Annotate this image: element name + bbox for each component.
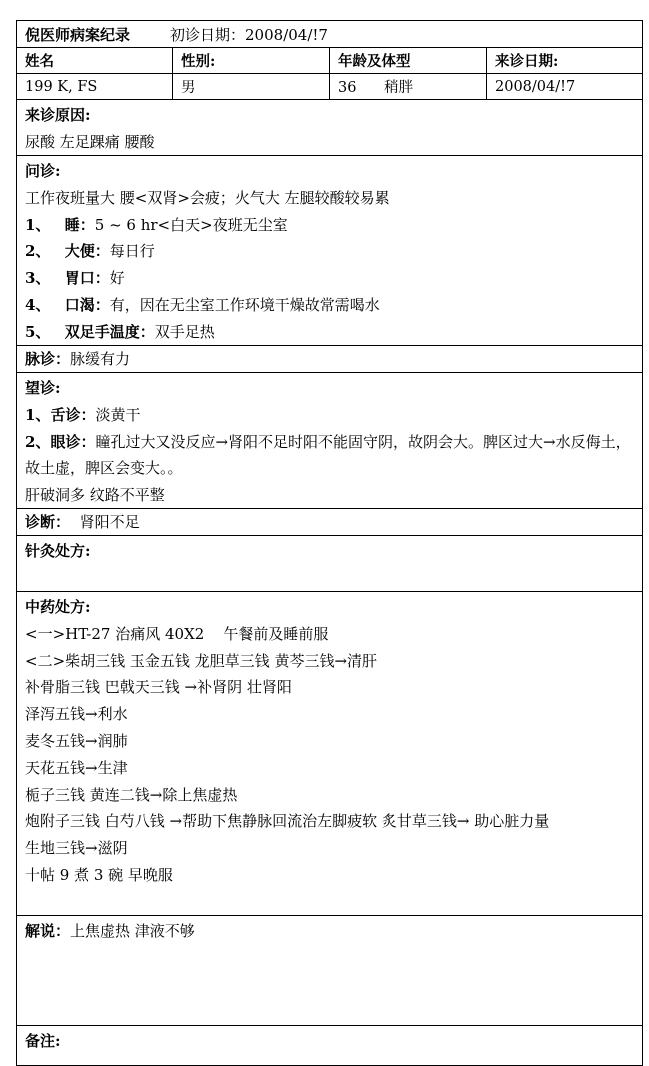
inquiry-intro: 工作夜班量大 腰<双肾>会疲；火气大 左腿较酸较易累: [25, 188, 390, 207]
name-value: 199 K, FS: [25, 78, 98, 95]
herbal-line: 补骨脂三钱 巴戟天三钱 →补肾阴 壮肾阳: [25, 678, 292, 697]
herbal-line: <一>HT-27 治痛风 40X2 午餐前及睡前服: [25, 624, 329, 643]
herbal-line: 生地三钱→滋阴: [25, 839, 128, 858]
age-build-label: 年龄及体型: [329, 48, 486, 73]
herbal-line: <二>柴胡三钱 玉金五钱 龙胆草三钱 黄芩三钱→清肝: [25, 651, 378, 670]
reason-section: [17, 99, 642, 155]
pulse-text: 脉缓有力: [70, 350, 131, 368]
tongue-diagnosis: 1、舌诊：淡黄干: [25, 405, 141, 424]
reason-text: 尿酸 左足踝痛 腰酸: [25, 132, 155, 151]
herbal-line: 栀子三钱 黄连二钱→除上焦虚热: [25, 785, 238, 804]
diagnosis-text: 肾阳不足: [79, 513, 140, 531]
herbal-line: 麦冬五钱→润肺: [25, 731, 128, 750]
visit-date-label: 来诊日期:: [486, 48, 642, 73]
herbal-line: 天花五钱→生津: [25, 758, 128, 777]
pulse-label: 脉诊：: [25, 350, 71, 368]
acupuncture-label: 针灸处方:: [25, 542, 91, 560]
inquiry-item: 4、 口渴：有，因在无尘室工作环境干燥故常需喝水: [25, 295, 380, 314]
inquiry-item: 5、 双足手温度：双手足热: [25, 322, 215, 341]
diagnosis-section: [17, 508, 642, 535]
observe-label: 望诊:: [25, 379, 61, 397]
age-build-value: 36 稍胖: [329, 74, 486, 99]
diagnosis-label: 诊断：: [25, 513, 71, 531]
explanation-label: 解说：: [25, 922, 71, 940]
name-label: 姓名: [25, 53, 54, 70]
observe-section: [17, 372, 642, 508]
notes-section: [17, 1025, 642, 1065]
explanation-section: [17, 915, 642, 1025]
info-value-row: [17, 73, 642, 99]
pulse-section: [17, 345, 642, 372]
gender-label: 性别:: [172, 48, 329, 73]
gender-value: 男: [172, 74, 329, 99]
reason-label: 来诊原因:: [25, 106, 91, 124]
notes-label: 备注:: [25, 1032, 61, 1050]
explanation-text: 上焦虚热 津液不够: [70, 922, 195, 940]
inquiry-label: 问诊:: [25, 162, 61, 180]
herbal-line: 泽泻五钱→利水: [25, 705, 128, 724]
header-row: [17, 21, 642, 47]
herbal-label: 中药处方:: [25, 598, 91, 616]
inquiry-item: 3、 胃口：好: [25, 269, 125, 288]
acupuncture-section: [17, 535, 642, 591]
inquiry-item: 1、 睡：5 ~ 6 hr<白天>夜班无尘室: [25, 215, 288, 234]
observe-extra: 肝破洞多 纹路不平整: [25, 486, 165, 505]
record-title: 倪医师病案纪录: [25, 25, 131, 44]
visit-date-value: 2008/04/!7: [486, 74, 642, 99]
first-visit-date: 初诊日期：2008/04/!7: [170, 25, 328, 44]
info-label-row: [17, 47, 642, 73]
eye-diagnosis: 2、眼诊：瞳孔过大又没反应→肾阳不足时阳不能固守阴，故阴会大。脾区过大→水反侮土，故土虚，脾区会变大。。: [25, 432, 631, 478]
case-record-table: [16, 20, 643, 1066]
herbal-section: [17, 591, 642, 915]
inquiry-section: [17, 155, 642, 345]
inquiry-item: 2、 大便：每日行: [25, 242, 155, 261]
herbal-line: 十帖 9 煮 3 碗 早晚服: [25, 865, 173, 884]
herbal-line: 炮附子三钱 白芍八钱 →帮助下焦静脉回流治左脚疲软 炙甘草三钱→ 助心脏力量: [25, 812, 550, 831]
